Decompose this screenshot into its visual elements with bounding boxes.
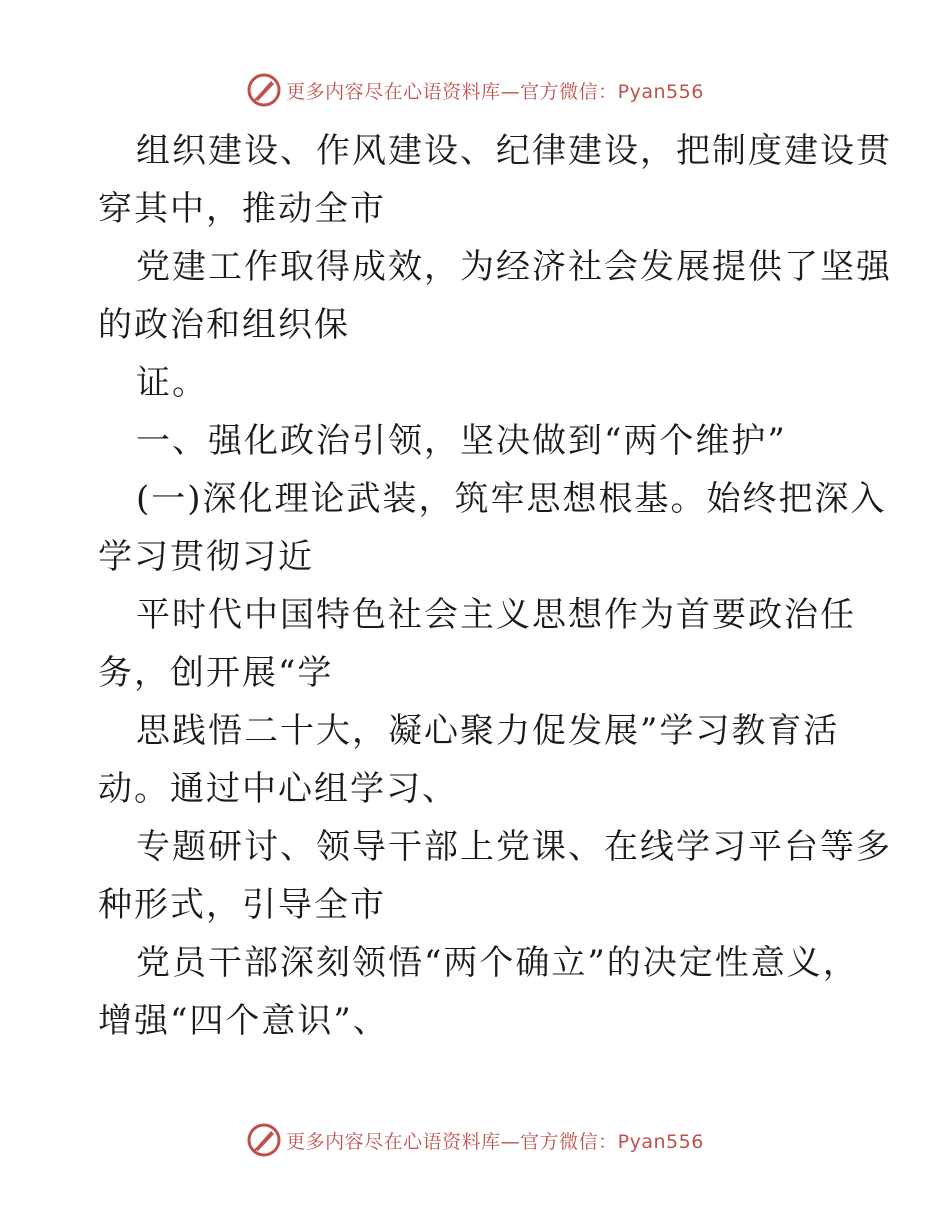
text-line: 种形式，引导全市: [98, 885, 386, 925]
watermark-text: 更多内容尽在心语资料库—官方微信：Pyan556: [286, 80, 704, 103]
text-line: 学习贯彻习近: [98, 537, 314, 577]
text-line: 党员干部深刻领悟“两个确立”的决定性意义，: [136, 943, 859, 983]
text-line: 动。通过中心组学习、: [98, 769, 458, 809]
document-body: [98, 122, 892, 1050]
text-line: 证。: [136, 363, 208, 403]
text-line: 一、强化政治引领，坚决做到“两个维护”: [136, 421, 787, 461]
text-line: 平时代中国特色社会主义思想作为首要政治任: [136, 595, 856, 635]
text-line: 增强“四个意识”、: [98, 1001, 389, 1041]
quill-seal-icon: [246, 1122, 282, 1158]
text-line: 思践悟二十大，凝心聚力促发展”学习教育活: [136, 711, 840, 751]
text-line: 组织建设、作风建设、纪律建设，把制度建设贯: [136, 131, 892, 171]
footer-watermark: [0, 1120, 950, 1160]
text-line: 务，创开展“学: [98, 653, 334, 693]
text-line: 的政治和组织保: [98, 305, 350, 345]
quill-seal-icon: [246, 72, 282, 108]
text-line: 穿其中，推动全市: [98, 189, 386, 229]
header-watermark: [0, 70, 950, 110]
text-line: (一)深化理论武装，筑牢思想根基。始终把深入: [136, 479, 887, 519]
text-line: 专题研讨、领导干部上党课、在线学习平台等多: [136, 827, 892, 867]
text-line: 党建工作取得成效，为经济社会发展提供了坚强: [136, 247, 892, 287]
watermark-text: 更多内容尽在心语资料库—官方微信：Pyan556: [286, 1130, 704, 1153]
